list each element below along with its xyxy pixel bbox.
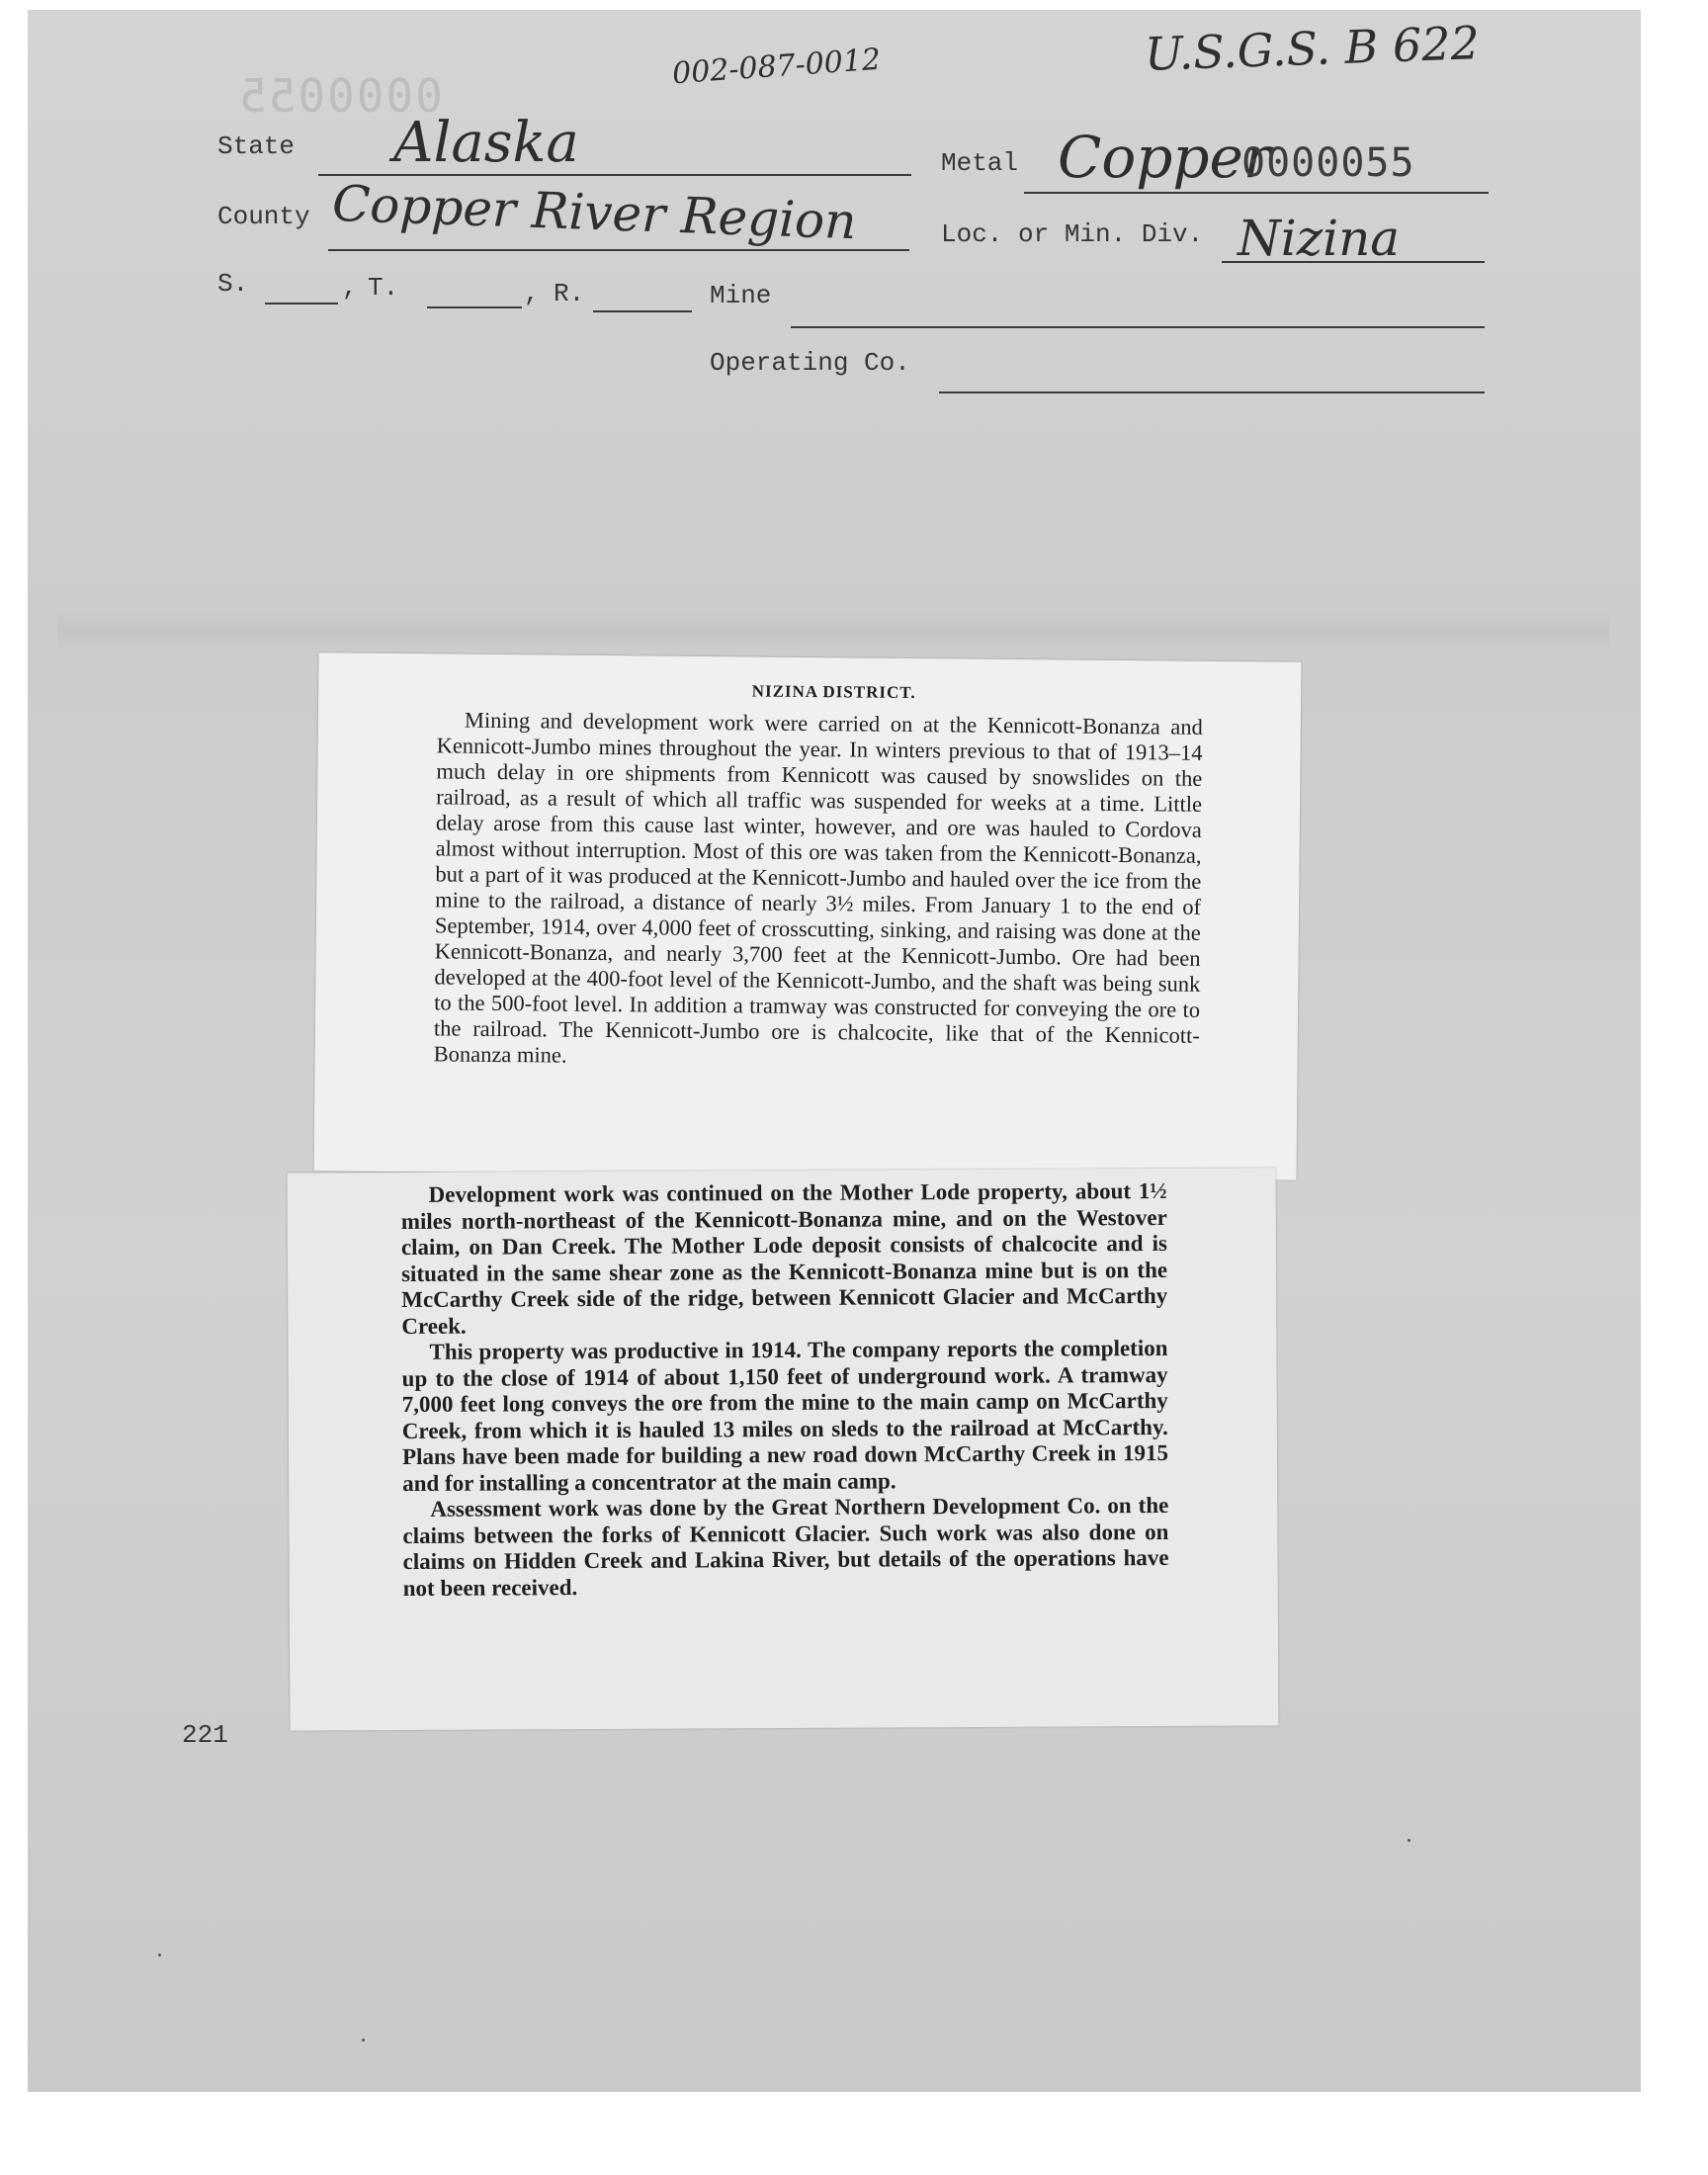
clipping-paragraph-2: Development work was continued on the Mother Lode property, about 1½ miles north-northeast of the Kennicott-Bonanza mine, and on the Westover claim, on Dan Creek. The Mother Lode deposit consists of chalcocite and is situated in the same shear zone as the Kennicott-Bonanza mine but is on the McCarthy Creek side of the ridge, between Kennicott Glacier and McCarthy Creek. [400,1177,1168,1339]
page-number: 221 [182,1720,228,1750]
s-comma: , [342,273,358,303]
t-comma: , [524,279,540,308]
scan-speck [158,1954,161,1957]
operating-line [939,392,1485,393]
clipping-paragraph-4: Assessment work was done by the Great Northern Development Co. on the claims between the forks of Kennicott Glacier. Such work was also done on claims on Hidden Creek and Lakina River, but details of the operations have not been received. [402,1492,1169,1601]
t-line [427,306,522,308]
clipping-paragraph-1: Mining and development work were carried on at the Kennicott-Bonanza and Kennicott-Jumbo mines throughout the year. In winters previous to that of 1913–14 much delay in ore shipments from Kennicott was caused by snowslides on the railroad, as a result of which all traffic was suspended for weeks at a time. Little delay arose from this cause last winter, however, and ore was hauled to Cordova almost without interruption. Most of this ore was taken from the Kennicott-Bonanza, but a part of it was produced at the Kennicott-Jumbo and hauled over the ice from the mine to the railroad, a distance of nearly 3½ miles. From January 1 to the end of September, 1914, over 4,000 feet of crosscutting, sinking, and raising was done at the Kennicott-Bonanza, and nearly 3,700 feet at the Kennicott-Jumbo. Ore had been developed at the 400-foot level of the Kennicott-Jumbo, and the shaft was being sunk to the 500-foot level. In addition a tramway was constructed for conveying the ore to the railroad. The Kennicott-Jumbo ore is chalcocite, like that of the Kennicott-Bonanza mine. [433,707,1203,1068]
clipping-paragraph-3: This property was productive in 1914. The company reports the completion up to the close of 1914 of about 1,150 feet of underground work. A tramway 7,000 feet long conveys the ore from the mine to the main camp on McCarthy Creek, from which it is hauled 13 miles on sleds to the railroad at McCarthy. Plans have been made for building a new road down McCarthy Creek in 1915 and for installing a concentrator at the main camp. [401,1335,1169,1496]
clipping-lower [288,1168,1279,1730]
mine-label: Mine [710,281,772,310]
r-label: R. [554,279,585,308]
scan-band [57,611,1609,651]
state-label: State [217,131,296,161]
state-value: Alaska [393,111,579,175]
usgs-reference: U.S.G.S. B 622 [1144,16,1481,81]
mine-line [791,326,1485,328]
file-code: 002-087-0012 [671,42,883,92]
scan-speck [1408,1839,1410,1842]
operating-label: Operating Co. [710,348,910,378]
scan-speck [362,2039,365,2042]
county-label: County [217,202,310,231]
loc-value: Nizina [1238,210,1401,267]
r-line [593,310,692,312]
state-line [318,174,911,176]
metal-value: Copper [1058,124,1271,191]
loc-label: Loc. or Min. Div. [941,219,1204,249]
metal-label: Metal [941,148,1019,178]
stamp-number: 0000055 [1241,140,1415,186]
t-label: T. [368,273,399,303]
s-label: S. [217,269,249,299]
loc-line [1222,261,1485,263]
s-line [265,303,338,304]
county-value: Copper River Region [331,174,858,251]
county-line [328,249,909,251]
clipping-heading: NIZINA DISTRICT. [751,681,916,703]
metal-line [1024,192,1489,194]
clipping-upper [314,652,1302,1180]
stamp-ghost: 0000055 [237,69,443,123]
